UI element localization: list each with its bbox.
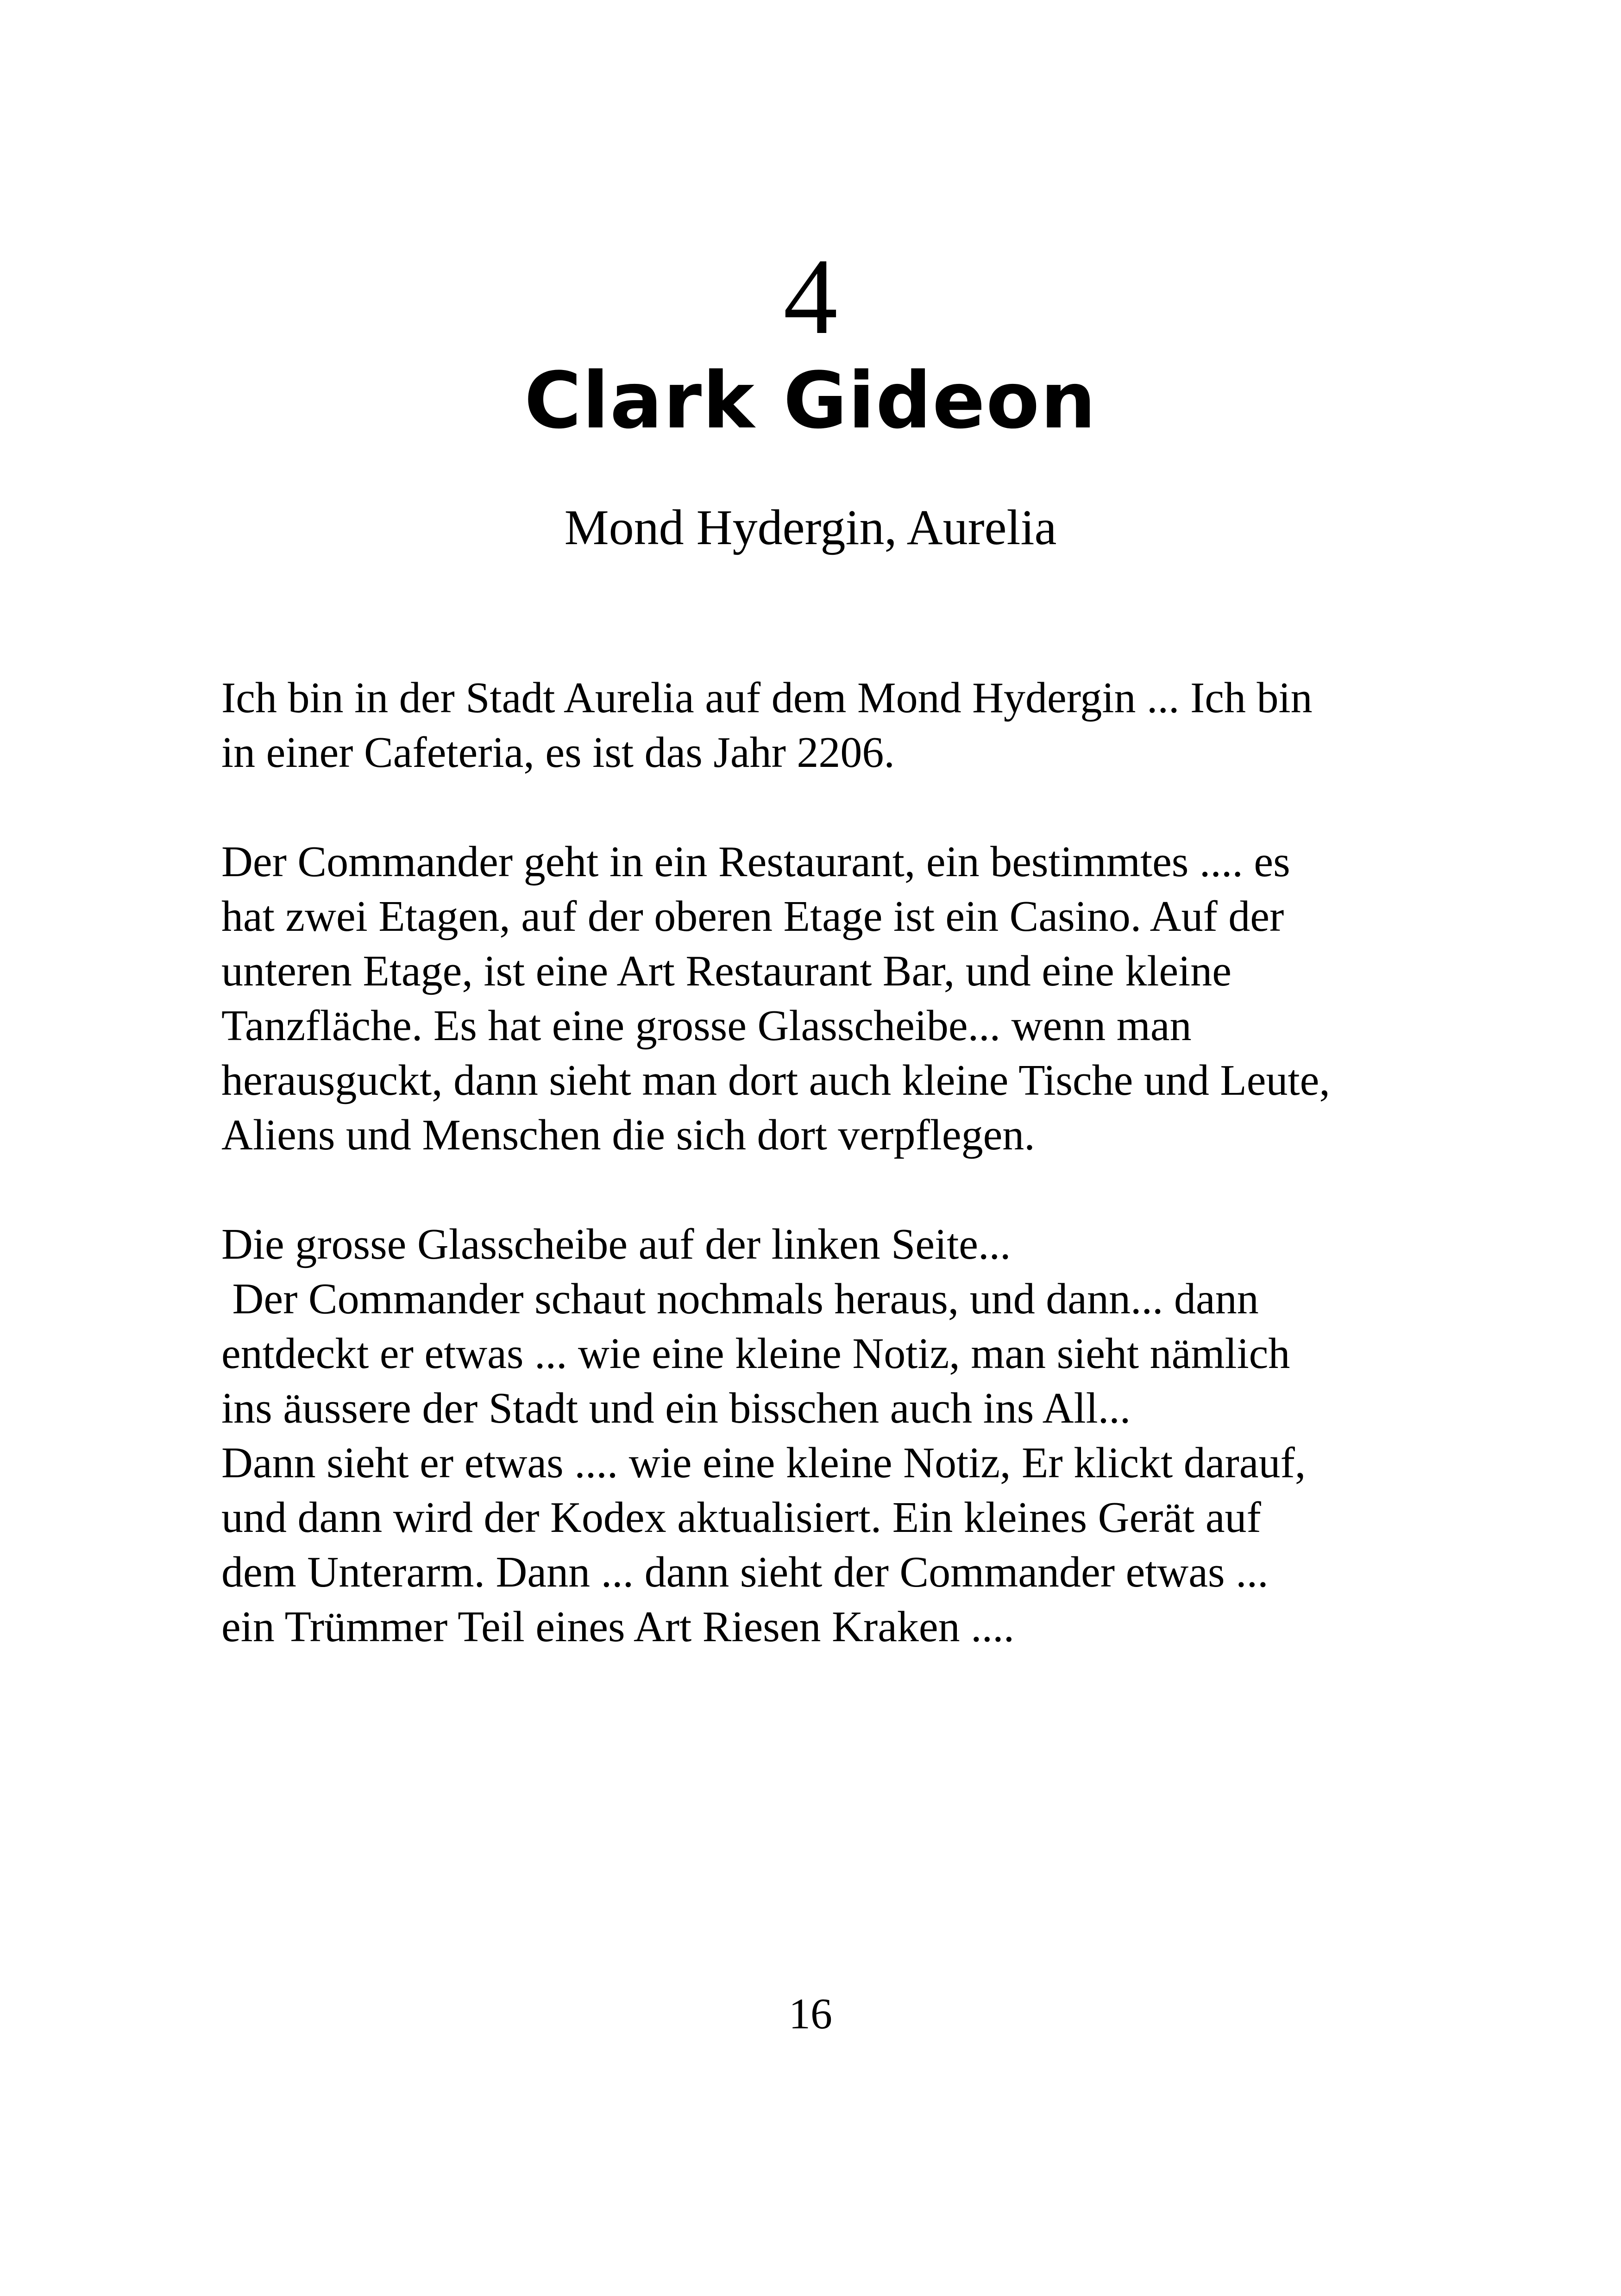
text-line: ins äussere der Stadt und ein bisschen auch ins All... (221, 1384, 1131, 1432)
paragraph (221, 834, 1472, 1162)
paragraph-gap (221, 1162, 1472, 1217)
chapter-number: 4 (783, 236, 838, 357)
text-line: Ich bin in der Stadt Aurelia auf dem Mond Hydergin ... Ich bin (221, 674, 1313, 722)
page-number: 16 (789, 1990, 832, 2038)
text-line: und dann wird der Kodex aktualisiert. Ein kleines Gerät auf (221, 1493, 1261, 1542)
paragraph (221, 1217, 1472, 1654)
text-line: dem Unterarm. Dann ... dann sieht der Commander etwas ... (221, 1548, 1269, 1596)
paragraph (221, 671, 1472, 780)
text-line: Tanzfläche. Es hat eine grosse Glasscheibe... wenn man (221, 1002, 1192, 1050)
body-text (221, 671, 1472, 1654)
chapter-title: Clark Gideon (524, 355, 1097, 446)
text-line: in einer Cafeteria, es ist das Jahr 2206. (221, 728, 895, 777)
text-line: entdeckt er etwas ... wie eine kleine Notiz, man sieht nämlich (221, 1330, 1290, 1378)
text-line: Die grosse Glasscheibe auf der linken Seite... (221, 1220, 1011, 1268)
paragraph-gap (221, 780, 1472, 834)
text-line: herausguckt, dann sieht man dort auch kleine Tische und Leute, (221, 1056, 1330, 1104)
chapter-location: Mond Hydergin, Aurelia (564, 500, 1057, 555)
text-line: hat zwei Etagen, auf der oberen Etage ist ein Casino. Auf der (221, 892, 1284, 941)
text-line: unteren Etage, ist eine Art Restaurant Bar, und eine kleine (221, 947, 1232, 995)
text-line: Der Commander geht in ein Restaurant, ein bestimmtes .... es (221, 838, 1290, 886)
text-line: ein Trümmer Teil eines Art Riesen Kraken .... (221, 1603, 1015, 1651)
text-line: Der Commander schaut nochmals heraus, und dann... dann (221, 1275, 1259, 1323)
text-line: Dann sieht er etwas .... wie eine kleine Notiz, Er klickt darauf, (221, 1439, 1306, 1487)
text-line: Aliens und Menschen die sich dort verpflegen. (221, 1111, 1035, 1159)
